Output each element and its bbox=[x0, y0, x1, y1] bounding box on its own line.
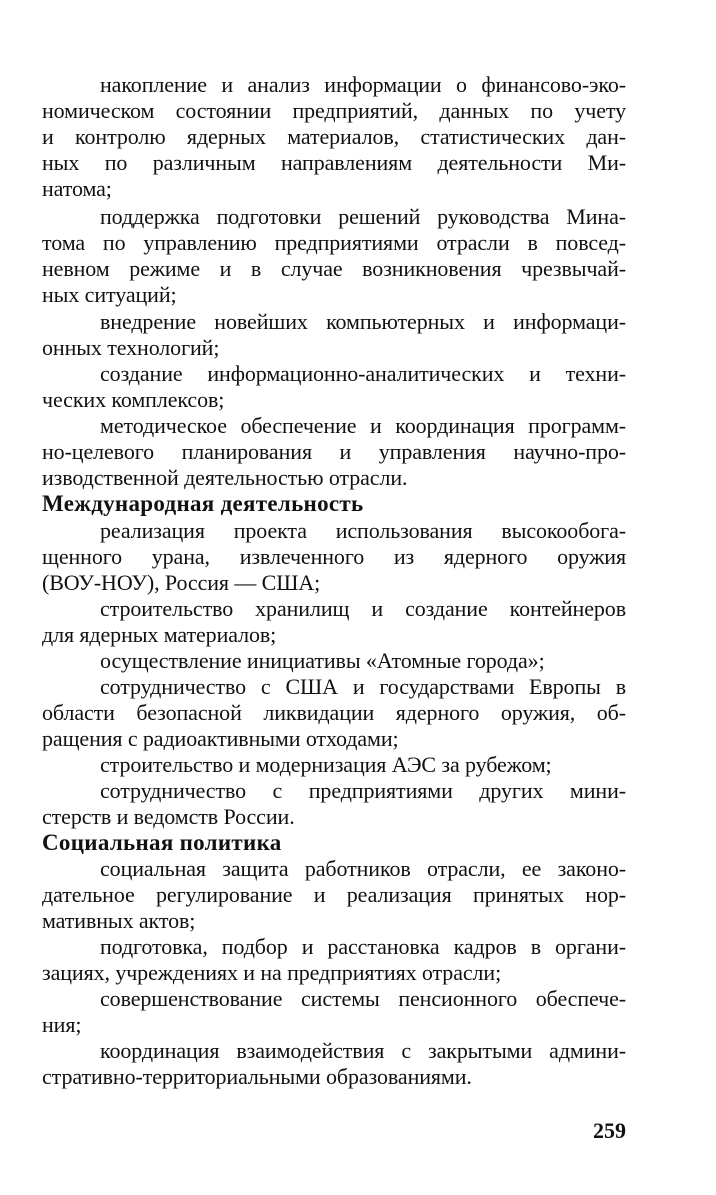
text-line: и контролю ядерных материалов, статистических дан- bbox=[42, 124, 626, 149]
text-line: осуществление инициативы «Атомные города»; bbox=[100, 648, 545, 673]
text-line: зациях, учреждениях и на предприятиях отрасли; bbox=[42, 960, 502, 985]
text-line: подготовка, подбор и расстановка кадров в органи- bbox=[100, 934, 626, 959]
text-line: области безопасной ликвидации ядерного оружия, об- bbox=[42, 700, 626, 725]
text-line: социальная защита работников отрасли, ее законо- bbox=[100, 856, 626, 881]
text-line: стративно-территориальными образованиями. bbox=[42, 1064, 472, 1089]
text-line: ращения с радиоактивными отходами; bbox=[42, 726, 399, 751]
text-line: онных технологий; bbox=[42, 335, 220, 360]
section-heading: Социальная политика bbox=[42, 830, 282, 855]
text-line: ческих комплексов; bbox=[42, 387, 225, 412]
text-line: щенного урана, извлеченного из ядерного оружия bbox=[42, 544, 626, 569]
text-line: поддержка подготовки решений руководства Мина- bbox=[100, 204, 626, 229]
text-line: изводственной деятельностью отрасли. bbox=[42, 465, 408, 490]
text-line: тома по управлению предприятиями отрасли в повсед- bbox=[42, 230, 626, 255]
text-line: номическом состоянии предприятий, данных по учету bbox=[42, 98, 626, 123]
text-line: внедрение новейших компьютерных и информаци- bbox=[100, 309, 626, 334]
text-line: ных ситуаций; bbox=[42, 282, 177, 307]
section-heading: Международная деятельность bbox=[42, 491, 364, 516]
text-line: реализация проекта использования высокообога- bbox=[100, 518, 626, 543]
text-line: натома; bbox=[42, 176, 112, 201]
text-line: методическое обеспечение и координация программ- bbox=[100, 413, 626, 438]
text-line: создание информационно-аналитических и техни- bbox=[100, 361, 626, 386]
text-line: но-целевого планирования и управления научно-про- bbox=[42, 439, 626, 464]
text-line: для ядерных материалов; bbox=[42, 622, 277, 647]
text-line: невном режиме и в случае возникновения чрезвычай- bbox=[42, 256, 626, 281]
text-line: строительство хранилищ и создание контейнеров bbox=[100, 596, 626, 621]
text-line: сотрудничество с предприятиями других мини- bbox=[100, 778, 626, 803]
page-number: 259 bbox=[593, 1118, 626, 1143]
text-line: стерств и ведомств России. bbox=[42, 804, 295, 829]
text-line: совершенствование системы пенсионного обеспече- bbox=[100, 986, 626, 1011]
text-line: координация взаимодействия с закрытыми админи- bbox=[100, 1038, 626, 1063]
text-line: дательное регулирование и реализация принятых нор- bbox=[42, 882, 626, 907]
text-line: строительство и модернизация АЭС за рубежом; bbox=[100, 752, 552, 777]
text-line: (ВОУ-НОУ), Россия — США; bbox=[42, 570, 321, 595]
text-line: ния; bbox=[42, 1012, 82, 1037]
text-line: сотрудничество с США и государствами Европы в bbox=[100, 674, 626, 699]
text-line: ных по различным направлениям деятельности Ми- bbox=[42, 150, 626, 175]
text-line: накопление и анализ информации о финансово-эко- bbox=[100, 72, 626, 97]
text-line: мативных актов; bbox=[42, 908, 196, 933]
